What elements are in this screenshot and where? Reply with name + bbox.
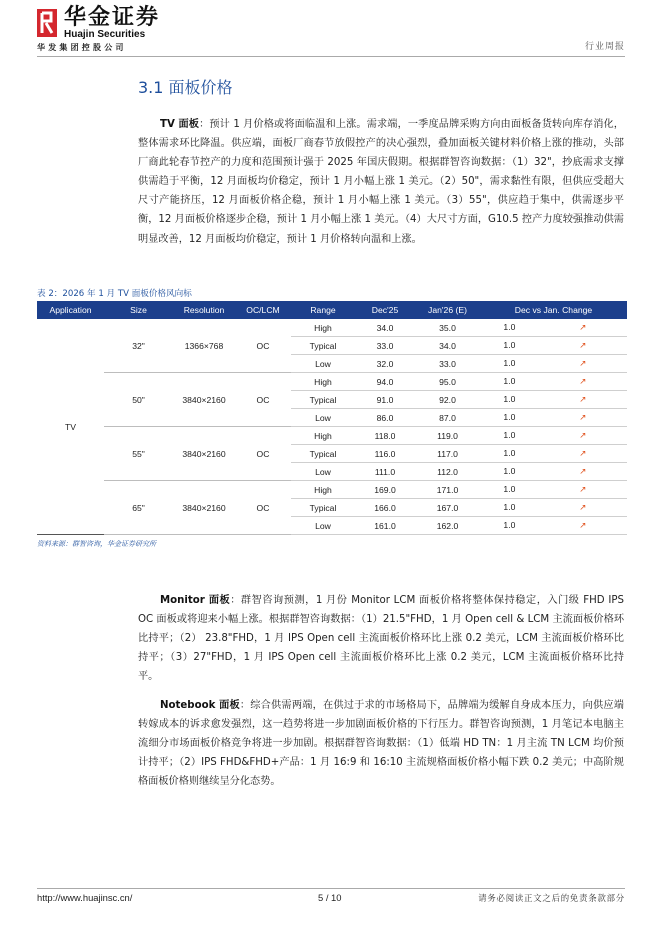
change-cell	[480, 409, 627, 427]
change-value: 1.0	[503, 394, 516, 404]
resolution-cell: 3840×2160	[173, 481, 235, 535]
jan26-cell: 119.0	[415, 427, 480, 445]
change-value: 1.0	[503, 322, 516, 332]
dec25-cell: 116.0	[355, 445, 415, 463]
tv-panel-label: TV 面板	[160, 119, 200, 130]
trend-up-icon: ↗	[579, 340, 587, 350]
trend-up-icon: ↗	[579, 502, 587, 512]
jan26-cell: 34.0	[415, 337, 480, 355]
notebook-panel-text: ：综合供需两端，在供过于求的市场格局下，品牌端为缓解自身成本压力，向供应端转嫁成本的诉求愈发强烈，这一趋势将进一步加剧面板价格的下行压力。群智咨询预测，1 月笔记本电脑主流细分市场面板价格竞争将进一步加剧。根据群智咨询数据：（1）低端 HD TN：1 月主流 TN LCM 均价预计持平；（2）IPS FHD&FHD+产品：1 月 16:9 和 16:10 主流规格面板价格小幅下跌 0.2 美元；中高阶规格面板价格则继续呈分化态势。	[138, 700, 624, 788]
oc-lcm-cell: OC	[235, 427, 291, 481]
jan26-cell: 112.0	[415, 463, 480, 481]
header-oc-lcm: OC/LCM	[235, 301, 291, 319]
header-change: Dec vs Jan. Change	[480, 301, 627, 319]
change-value: 1.0	[503, 376, 516, 386]
jan26-cell: 117.0	[415, 445, 480, 463]
tv-panel-price-table	[37, 301, 627, 535]
size-cell: 32"	[104, 319, 173, 373]
application-cell: TV	[37, 319, 104, 535]
header-range: Range	[291, 301, 355, 319]
header-resolution: Resolution	[173, 301, 235, 319]
change-value: 1.0	[503, 412, 516, 422]
change-value: 1.0	[503, 502, 516, 512]
trend-up-icon: ↗	[579, 484, 587, 494]
oc-lcm-cell: OC	[235, 373, 291, 427]
table-caption: 表 2：2026 年 1 月 TV 面板价格风向标	[37, 289, 192, 299]
section-title: 3.1 面板价格	[138, 78, 233, 97]
change-cell	[480, 427, 627, 445]
dec25-cell: 32.0	[355, 355, 415, 373]
range-cell: High	[291, 319, 355, 337]
change-value: 1.0	[503, 448, 516, 458]
dec25-cell: 111.0	[355, 463, 415, 481]
dec25-cell: 169.0	[355, 481, 415, 499]
dec25-cell: 91.0	[355, 391, 415, 409]
jan26-cell: 35.0	[415, 319, 480, 337]
jan26-cell: 33.0	[415, 355, 480, 373]
dec25-cell: 166.0	[355, 499, 415, 517]
range-cell: High	[291, 481, 355, 499]
range-cell: Low	[291, 409, 355, 427]
logo-chinese-name: 华金证券	[64, 5, 161, 30]
change-cell	[480, 319, 627, 337]
trend-up-icon: ↗	[579, 376, 587, 386]
table-row	[37, 373, 627, 391]
dec25-cell: 34.0	[355, 319, 415, 337]
trend-up-icon: ↗	[579, 322, 587, 332]
size-cell: 65"	[104, 481, 173, 535]
change-value: 1.0	[503, 358, 516, 368]
header-dec25: Dec'25	[355, 301, 415, 319]
trend-up-icon: ↗	[579, 358, 587, 368]
range-cell: Typical	[291, 391, 355, 409]
header-divider	[37, 56, 625, 57]
dec25-cell: 118.0	[355, 427, 415, 445]
change-value: 1.0	[503, 466, 516, 476]
trend-up-icon: ↗	[579, 520, 587, 530]
footer-divider	[37, 888, 625, 889]
jan26-cell: 95.0	[415, 373, 480, 391]
trend-up-icon: ↗	[579, 412, 587, 422]
change-cell	[480, 517, 627, 535]
range-cell: High	[291, 373, 355, 391]
header-application: Application	[37, 301, 104, 319]
table-source: 资料来源：群智咨询，华金证券研究所	[37, 540, 156, 548]
trend-up-icon: ↗	[579, 466, 587, 476]
change-value: 1.0	[503, 520, 516, 530]
notebook-panel-paragraph	[138, 696, 624, 791]
dec25-cell: 94.0	[355, 373, 415, 391]
jan26-cell: 171.0	[415, 481, 480, 499]
company-tagline: 华发集团控股公司	[37, 43, 127, 52]
table-row	[37, 319, 627, 337]
tv-panel-text: ：预计 1 月价格或将面临温和上涨。需求端，一季度品牌采购方向由面板备货转向库存消化，整体需求环比降温。供应端，面板厂商春节放假控产的决心强烈，叠加面板关键材料价格上涨的推动，头部厂商此轮春节控产的力度和范围预计强于 2025 年国庆假期。根据群智咨询数据：（1）32"，抄底需求支撑供需趋于平衡，12 月面板均价稳定，预计 1 月小幅上涨 1 美元。（2）50"，需求黏性有限，但供应受超大尺寸产能挤压，12 月面板价格企稳，预计 1 月小幅上涨 1 美元。（3）55"，供应趋于集中，供需逐步平衡，12 月面板价格逐步企稳，预计 1 月小幅上涨 1 美元。（4）大尺寸方面，G10.5 控产力度较强推动供需明显改善，12 月面板均价稳定，预计 1 月价格转向温和上涨。	[138, 119, 624, 245]
huajin-logo-icon	[37, 9, 57, 37]
dec25-cell: 86.0	[355, 409, 415, 427]
range-cell: High	[291, 427, 355, 445]
change-value: 1.0	[503, 430, 516, 440]
table-row	[37, 427, 627, 445]
oc-lcm-cell: OC	[235, 481, 291, 535]
change-cell	[480, 391, 627, 409]
trend-up-icon: ↗	[579, 448, 587, 458]
monitor-panel-paragraph	[138, 591, 624, 686]
oc-lcm-cell: OC	[235, 319, 291, 373]
change-cell	[480, 499, 627, 517]
change-value: 1.0	[503, 484, 516, 494]
footer-disclaimer: 请务必阅读正文之后的免责条款部分	[478, 893, 625, 903]
range-cell: Typical	[291, 445, 355, 463]
change-cell	[480, 337, 627, 355]
table-header-row	[37, 301, 627, 319]
trend-up-icon: ↗	[579, 430, 587, 440]
tv-panel-paragraph	[138, 115, 624, 249]
change-cell	[480, 445, 627, 463]
jan26-cell: 162.0	[415, 517, 480, 535]
range-cell: Typical	[291, 499, 355, 517]
resolution-cell: 1366×768	[173, 319, 235, 373]
jan26-cell: 87.0	[415, 409, 480, 427]
size-cell: 55"	[104, 427, 173, 481]
page-number: 5 / 10	[318, 892, 342, 903]
size-cell: 50"	[104, 373, 173, 427]
range-cell: Low	[291, 463, 355, 481]
logo-english-name: Huajin Securities	[64, 29, 146, 40]
notebook-panel-label: Notebook 面板	[160, 700, 240, 711]
trend-up-icon: ↗	[579, 394, 587, 404]
dec25-cell: 33.0	[355, 337, 415, 355]
resolution-cell: 3840×2160	[173, 373, 235, 427]
change-value: 1.0	[503, 340, 516, 350]
report-type-label: 行业周报	[584, 42, 625, 52]
range-cell: Low	[291, 517, 355, 535]
footer-url-link[interactable]: http://www.huajinsc.cn/	[37, 892, 133, 903]
header-jan26: Jan'26 (E)	[415, 301, 480, 319]
jan26-cell: 92.0	[415, 391, 480, 409]
monitor-panel-label: Monitor 面板	[160, 595, 231, 606]
change-cell	[480, 481, 627, 499]
change-cell	[480, 355, 627, 373]
dec25-cell: 161.0	[355, 517, 415, 535]
monitor-panel-text: ：群智咨询预测，1 月份 Monitor LCM 面板价格将整体保持稳定，入门级 FHD IPS OC 面板或将迎来小幅上涨。根据群智咨询数据：（1）21.5"FHD，1 月 Open cell & LCM 主流面板价格环比持平；（2） 23.8"FHD，1 月 IPS Open cell 主流面板价格环比上涨 0.2 美元，LCM 主流面板价格环比持平；（3）27"FHD，1 月 IPS Open cell 主流面板价格环比上涨 0.2 美元，LCM 主流面板价格环比持平。	[138, 595, 624, 683]
jan26-cell: 167.0	[415, 499, 480, 517]
table-row	[37, 481, 627, 499]
range-cell: Low	[291, 355, 355, 373]
change-cell	[480, 463, 627, 481]
header-size: Size	[104, 301, 173, 319]
resolution-cell: 3840×2160	[173, 427, 235, 481]
range-cell: Typical	[291, 337, 355, 355]
change-cell	[480, 373, 627, 391]
